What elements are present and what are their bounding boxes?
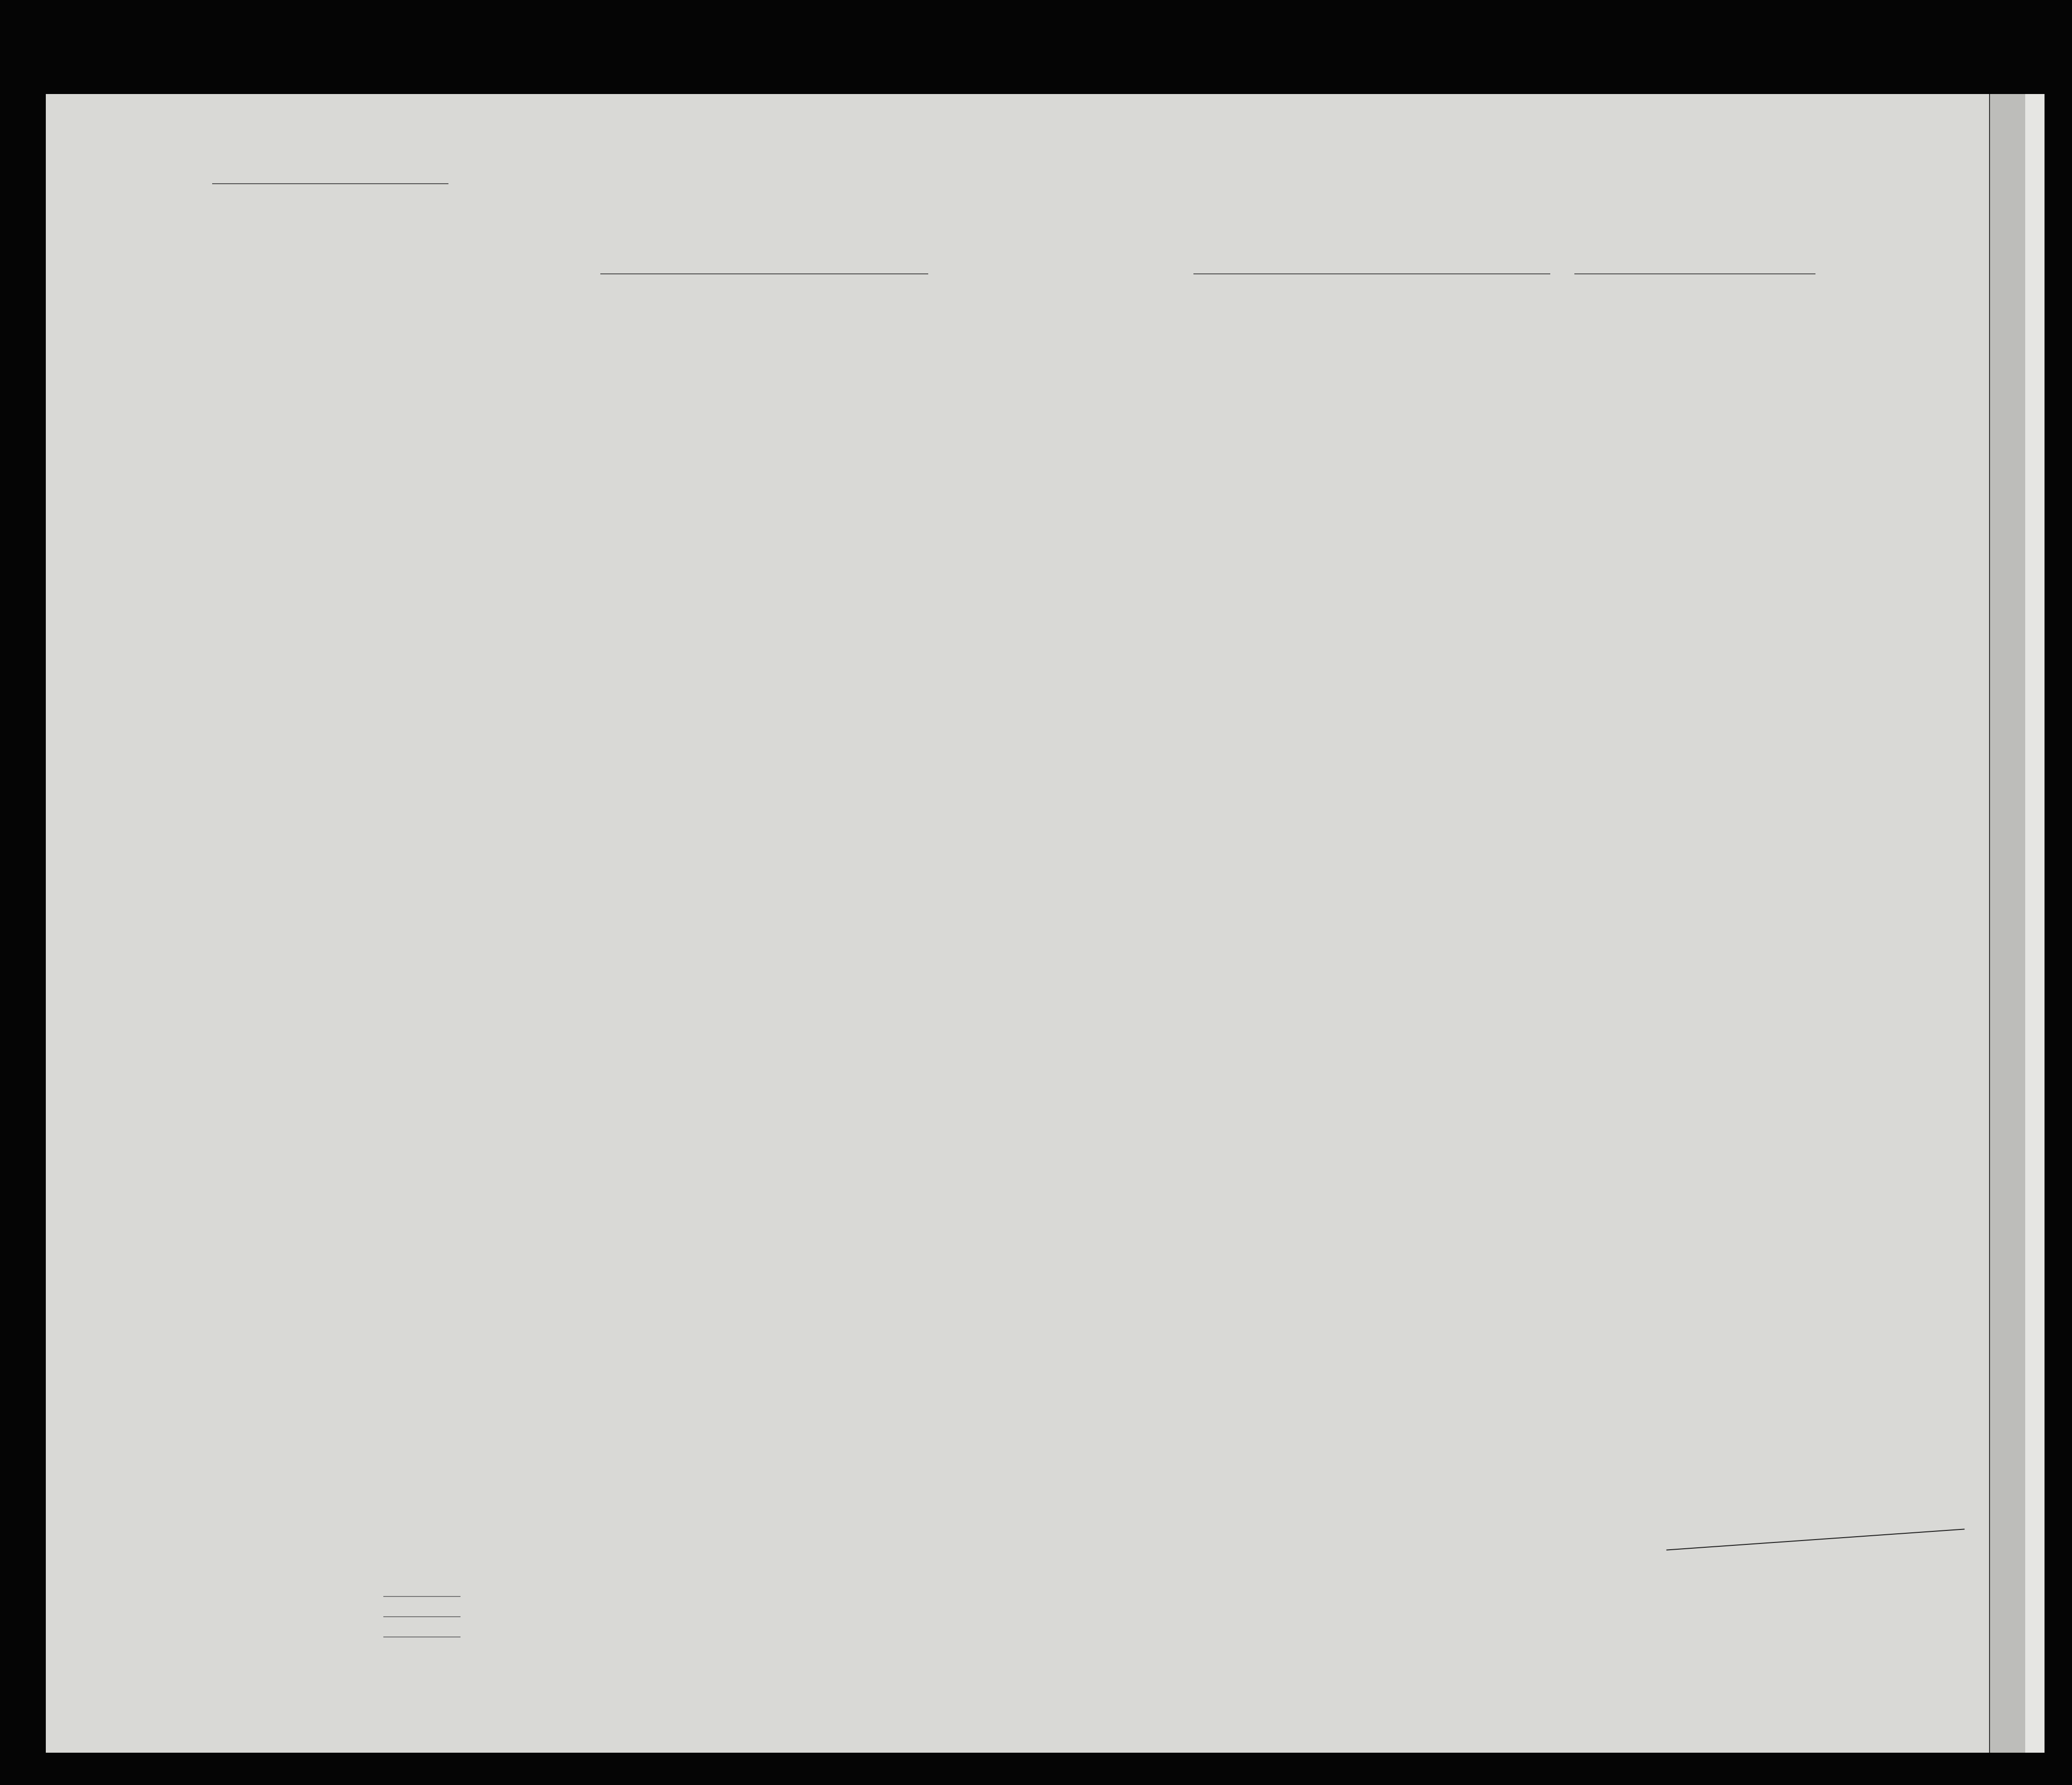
sheet-edge-strip bbox=[1989, 94, 2028, 1753]
manifest-sheet bbox=[46, 94, 1990, 1753]
next-sheet-edge bbox=[2025, 94, 2045, 1753]
